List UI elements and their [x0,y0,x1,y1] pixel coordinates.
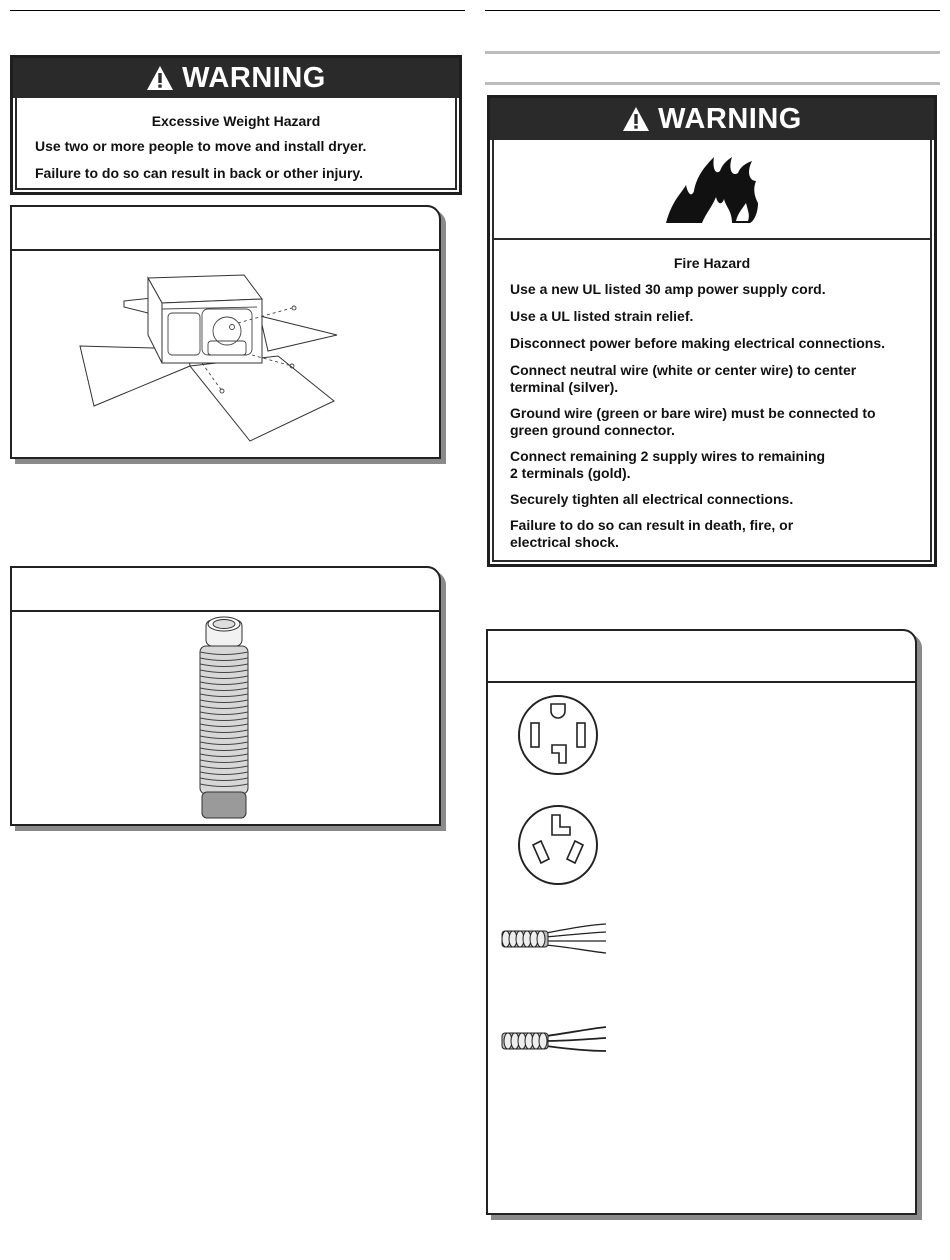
dryer-carton-panel [10,205,441,459]
weight-warning-box [10,55,462,195]
fire-warning-line: 2 terminals (gold). [510,465,631,481]
fire-warning-body [492,238,932,562]
fire-warning-box [487,95,937,567]
fire-warning-line: Connect neutral wire (white or center wire) to center [510,362,857,378]
dryer-on-carton-illustration [12,251,439,459]
top-rule-left [10,10,465,11]
top-rule-right [485,10,940,11]
vent-hose-illustration [12,612,439,826]
fire-flame-icon [662,151,762,227]
weight-warning-header [13,58,459,98]
fire-warning-line: Connect remaining 2 supply wires to remaining [510,448,826,464]
fire-warning-line: electrical shock. [510,534,619,550]
three-wire-receptacle-icon [516,803,600,887]
fire-warning-line: Use a new UL listed 30 amp power supply cord. [510,281,826,297]
fire-warning-header-text: WARNING [658,102,802,135]
warning-triangle-icon [622,106,650,132]
fire-warning-line: Securely tighten all electrical connections. [510,491,794,507]
grey-rule-1 [485,51,940,54]
weight-warning-line: Failure to do so can result in back or other injury. [35,165,364,181]
four-wire-receptacle-icon [516,693,600,777]
grey-rule-2 [485,82,940,85]
four-wire-cord-icon [498,919,610,959]
fire-warning-line: Failure to do so can result in death, fire, or [510,517,794,533]
three-wire-cord-icon [498,1021,610,1061]
fire-warning-line: Ground wire (green or bare wire) must be connected to [510,405,876,421]
fire-warning-title: Fire Hazard [673,255,751,271]
panel-header [488,631,915,683]
fire-warning-header [490,98,934,140]
weight-warning-title: Excessive Weight Hazard [151,113,321,129]
fire-warning-line: green ground connector. [510,422,675,438]
outlet-wire-panel [486,629,917,1215]
fire-warning-line: terminal (silver). [510,379,619,395]
fire-warning-line: Disconnect power before making electrical connections. [510,335,885,351]
weight-warning-header-text: WARNING [182,61,326,94]
panel-header [12,207,439,251]
panel-header [12,568,439,612]
fire-warning-line: Use a UL listed strain relief. [510,308,694,324]
weight-warning-body [15,98,457,190]
weight-warning-line: Use two or more people to move and install dryer. [35,138,367,154]
warning-triangle-icon [146,65,174,91]
vent-hose-panel [10,566,441,826]
fire-icon-area [492,140,932,240]
